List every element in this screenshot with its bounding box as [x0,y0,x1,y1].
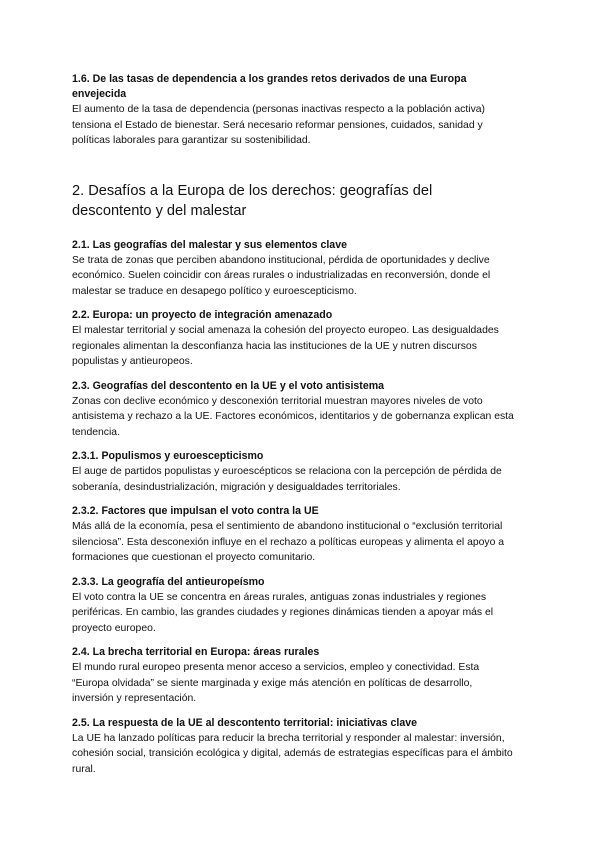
section-body: Más allá de la economía, pesa el sentimiento de abandono institucional o “exclusión territorial silenciosa”. Esta desconexión influye en el rechazo a políticas europeas y alimenta el apoyo a formaciones que cuestionan el proyecto comunitario. [72,521,505,563]
section-body: El auge de partidos populistas y euroescépticos se relaciona con la percepción de pérdida de soberanía, desindustrialización, migración y desigualdades territoriales. [72,466,502,493]
section-body: El aumento de la tasa de dependencia (personas inactivas respecto a la población activa) tensiona el Estado de bienestar. Será necesario reformar pensiones, cuidados, sanidad y políticas laborales para garantizar su sostenibilidad. [72,104,485,146]
section-heading: 2.3.3. La geografía del antieuropeísmo [72,575,265,588]
section-body: El voto contra la UE se concentra en áreas rurales, antiguas zonas industriales y regiones periféricas. En cambio, las grandes ciudades y regiones dinámicas tienden a apoyar más el proyecto europeo. [72,591,494,634]
section-body: Zonas con declive económico y desconexión territorial muestran mayores niveles de voto antisistema y rechazo a la UE. Factores económicos, identitarios y de gobernanza explican esta tendencia. [72,395,514,438]
section-2-3 [72,379,514,441]
section-heading: 2.4. La brecha territorial en Europa: áreas rurales [72,646,320,658]
section-heading: 2.3.1. Populismos y euroescepticismo [72,450,264,462]
section-1-6 [72,72,514,149]
section-2-1 [72,238,514,300]
section-body: Se trata de zonas que perciben abandono institucional, pérdida de oportunidades y declive económico. Suelen coincidir con áreas rurales o industrializadas en reconversión, donde el malestar se traduce en desapego político y euroescepticismo. [72,254,491,297]
section-heading: 2.3.2. Factores que impulsan el voto contra la UE [72,505,319,517]
section-body: El malestar territorial y social amenaza la cohesión del proyecto europeo. Las desigualdades regionales alimentan la desconfianza hacia las instituciones de la UE y nutren discursos populistas y antieuropeos. [72,325,499,367]
section-heading: 2.2. Europa: un proyecto de integración amenazado [72,309,333,321]
section-heading: 2.3. Geografías del descontento en la UE y el voto antisistema [72,379,385,392]
section-body: El mundo rural europeo presenta menor acceso a servicios, empleo y conectividad. Esta “Europa olvidada” se siente marginada y exige más atención en políticas de desarrollo, inversión y representación. [72,662,480,704]
section-heading: 2.1. Las geografías del malestar y sus elementos clave [72,238,347,251]
section-2-4 [72,645,514,707]
section-2-3-1 [72,449,514,495]
section-heading: 1.6. De las tasas de dependencia a los grandes retos derivados de una Europa envejecida [72,73,467,100]
chapter-title: 2. Desafíos a la Europa de los derechos: geografías del descontento y del malestar [72,182,433,219]
section-heading: 2.5. La respuesta de la UE al descontento territorial: iniciativas clave [72,716,418,729]
section-2-3-2 [72,504,514,566]
section-2-5 [72,716,514,778]
section-2-3-3 [72,575,514,637]
section-2-2 [72,308,514,370]
section-body: La UE ha lanzado políticas para reducir la brecha territorial y responder al malestar: inversión, cohesión social, transición ecológica y digital, además de estrategias específicas para el ámbito rural. [72,732,513,775]
